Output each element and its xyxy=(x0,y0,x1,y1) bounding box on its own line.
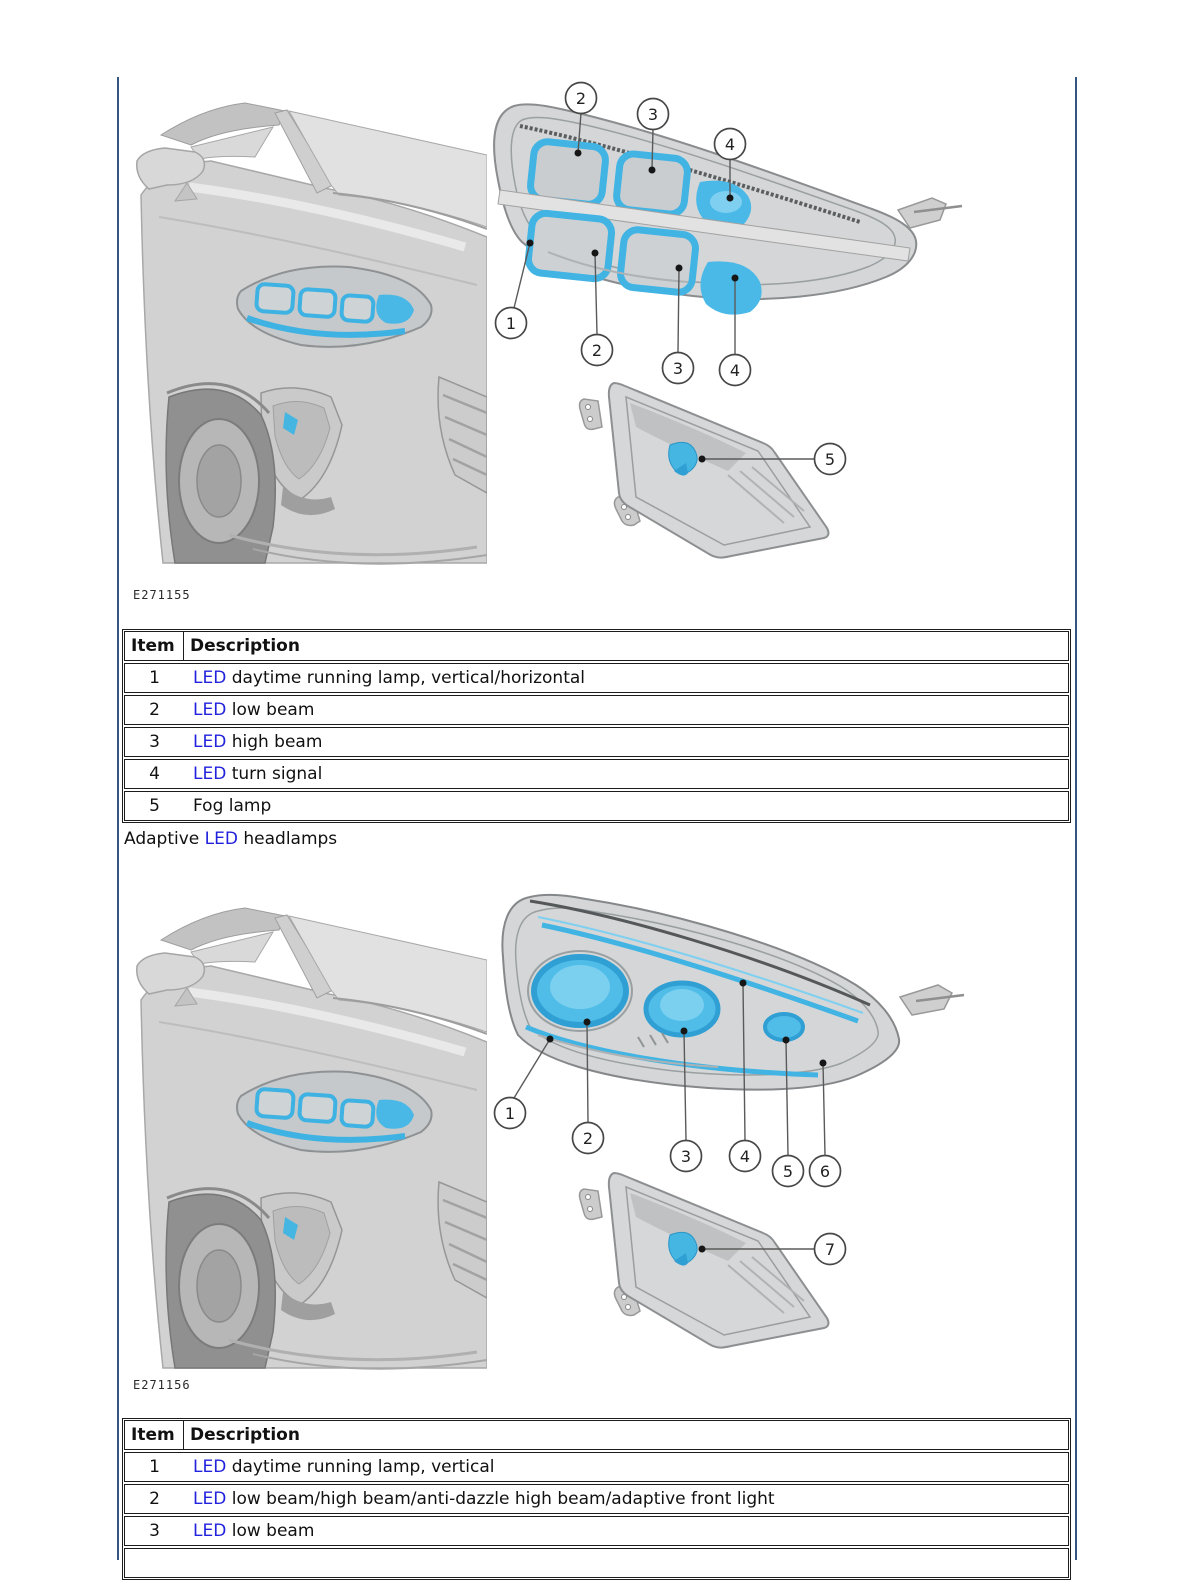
led-link[interactable]: LED xyxy=(193,1521,227,1541)
item-header-cell: Item xyxy=(125,1421,184,1449)
callout xyxy=(496,240,534,339)
item-cell: 2 xyxy=(149,1489,160,1509)
caption-text: Adaptive xyxy=(124,829,205,849)
svg-text:3: 3 xyxy=(672,359,684,378)
table-row xyxy=(124,1516,1069,1546)
svg-text:6: 6 xyxy=(819,1162,831,1181)
led-link[interactable]: LED xyxy=(204,829,238,849)
fog-lamp xyxy=(580,1173,829,1348)
description-text: low beam/high beam/anti-dazzle high beam/adaptive front light xyxy=(226,1489,775,1509)
low-beam-lamp-lower xyxy=(527,212,613,280)
table-header-row xyxy=(124,631,1069,661)
table-row xyxy=(124,695,1069,725)
projector-small xyxy=(765,1014,803,1040)
item-cell: 1 xyxy=(149,1457,160,1477)
table-row-partial xyxy=(124,1548,1069,1578)
description-cell xyxy=(184,1457,495,1477)
page-border-left xyxy=(117,77,119,1560)
svg-text:2: 2 xyxy=(575,89,587,108)
table-row xyxy=(124,1484,1069,1514)
description-text: low beam xyxy=(226,700,315,720)
description-text: low beam xyxy=(226,1521,315,1541)
svg-text:2: 2 xyxy=(582,1129,594,1148)
svg-text:4: 4 xyxy=(724,135,736,154)
svg-text:3: 3 xyxy=(680,1147,692,1166)
item-cell: 5 xyxy=(149,796,160,816)
description-cell xyxy=(184,1521,314,1541)
car-illustration xyxy=(137,103,487,564)
description-cell xyxy=(184,668,585,688)
led-link[interactable]: LED xyxy=(193,668,227,688)
svg-text:3: 3 xyxy=(647,105,659,124)
led-link[interactable]: LED xyxy=(193,700,227,720)
svg-text:1: 1 xyxy=(504,1104,516,1123)
figure-code: E271155 xyxy=(133,588,191,602)
description-header-cell: Description xyxy=(190,1425,300,1445)
svg-text:1: 1 xyxy=(505,314,517,333)
figure-adaptive-led-headlamps xyxy=(118,885,1078,1375)
high-beam-lamp-lower xyxy=(619,228,697,293)
svg-text:4: 4 xyxy=(739,1147,751,1166)
description-cell xyxy=(184,764,322,784)
description-text: turn signal xyxy=(226,764,323,784)
item-cell: 3 xyxy=(149,1521,160,1541)
page-border-right xyxy=(1075,77,1077,1560)
adaptive-headlamp-assembly-illustration xyxy=(502,895,964,1090)
description-text: high beam xyxy=(226,732,323,752)
figure-led-headlamps xyxy=(118,80,1078,580)
svg-text:5: 5 xyxy=(824,450,836,469)
description-cell xyxy=(184,796,271,816)
svg-text:5: 5 xyxy=(782,1162,794,1181)
item-description-table-1 xyxy=(122,629,1071,823)
svg-text:2: 2 xyxy=(591,341,603,360)
item-cell: 2 xyxy=(149,700,160,720)
caption-text: headlamps xyxy=(237,829,338,849)
description-cell xyxy=(184,732,322,752)
car-illustration xyxy=(137,908,487,1369)
table-row xyxy=(124,791,1069,821)
table-row xyxy=(124,727,1069,757)
description-text: Fog lamp xyxy=(193,796,272,816)
item-cell: 1 xyxy=(149,668,160,688)
item-cell: 3 xyxy=(149,732,160,752)
item-description-table-2 xyxy=(122,1418,1071,1580)
led-link[interactable]: LED xyxy=(193,732,227,752)
svg-text:4: 4 xyxy=(729,361,741,380)
description-header-cell: Description xyxy=(190,636,300,656)
item-cell: 4 xyxy=(149,764,160,784)
table-row xyxy=(124,663,1069,693)
table-row xyxy=(124,759,1069,789)
description-text: daytime running lamp, vertical xyxy=(226,1457,495,1477)
description-cell xyxy=(184,700,314,720)
led-link[interactable]: LED xyxy=(193,1489,227,1509)
item-cell xyxy=(125,1549,184,1577)
description-text: daytime running lamp, vertical/horizontal xyxy=(226,668,586,688)
figure-code: E271156 xyxy=(133,1378,191,1392)
svg-text:7: 7 xyxy=(824,1240,836,1259)
led-link[interactable]: LED xyxy=(193,1457,227,1477)
description-cell xyxy=(184,1489,775,1509)
section-caption xyxy=(124,829,337,849)
table-row xyxy=(124,1452,1069,1482)
led-link[interactable]: LED xyxy=(193,764,227,784)
table-header-row xyxy=(124,1420,1069,1450)
item-header-cell: Item xyxy=(125,632,184,660)
fog-lamp xyxy=(580,383,829,558)
